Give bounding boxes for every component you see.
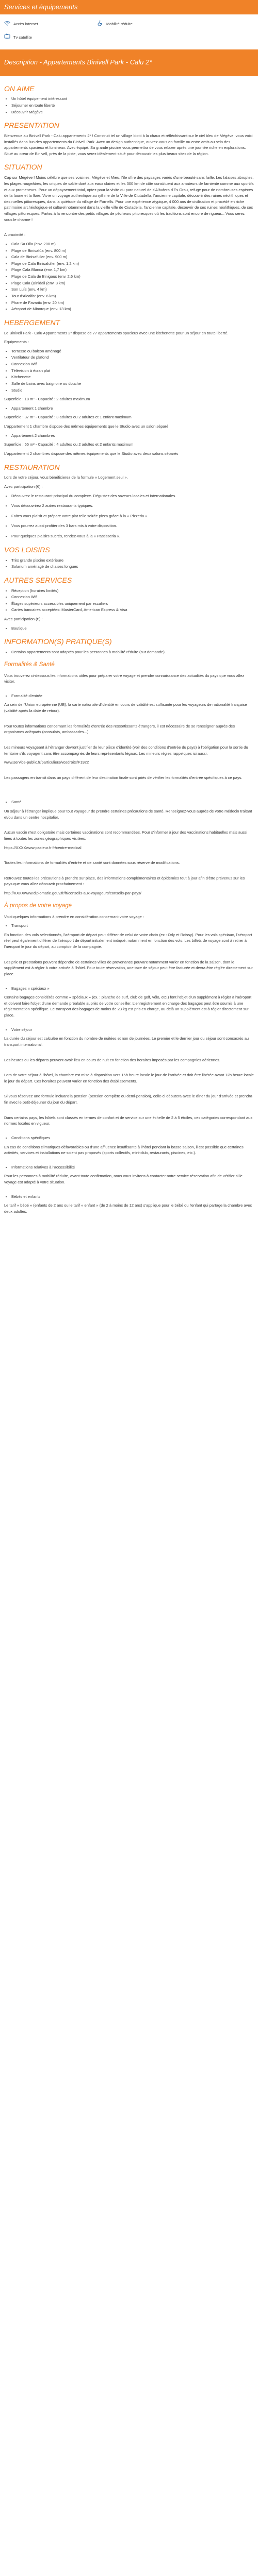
service-item-internet [4, 18, 97, 31]
restauration-list [4, 493, 254, 539]
autres-services-title: AUTRES SERVICES [4, 575, 72, 584]
accessibilite-bullet: • Informations relatives à l'accessibilité [11, 1164, 254, 1171]
service-public-link[interactable]: www.service-public.fr/particuliers/vosdroits/F1922 [4, 760, 89, 765]
services-header: Services et équipements [0, 0, 258, 14]
situation-text: Cap sur Mégève ! Moins célèbre que ses voisines, Mégève et Mieu, l'île offre des paysages variés d'une beauté sans faille. Les falaises abruptes, les plages rougeâtres, les criques de sable doré aux eaux claires et les 300 km de côte constituent aux amateurs de farniente comme aux sportifs et aux promeneurs. Pour un dépaysement total, optez pour la visite du parc naturel de s'Albufera d'Es Grau, refuge pour de nombreuses espèces de la faune et la flore. Vivre un voyage authentique au rythme de la Ville de Ciutadella, l'ancienne capitale, découvrir des ruines néolithiques et des ruelles pittoresques, dans la quiétude du village de Fornells. Pour une expérience atypique, 4 000 ans de civilisation et procédé en riche patrimoine archéologique et culturel notamment dans la vieille ville de Ciutadella, l'ancienne capitale, découvrir de ses ruines néolithiques, de ses villages pittoresques. Partez à la rencontre des petits villages de pêcheurs pittoresques où les traditions sont encore de rigueur... Vous serez sous le charme ! [4, 175, 254, 222]
loisirs-title: VOS LOISIRS [4, 545, 50, 554]
service-label: Mobilité réduite [106, 22, 133, 27]
apropos-title: À propos de votre voyage [4, 902, 72, 909]
bagages-bullet-list [4, 986, 254, 992]
list-item: • Télévision à écran plat [11, 368, 254, 374]
apt2-text: Superficie : 55 m² - Capacité : 4 adultes ou 2 adultes et 2 enfants maximum [4, 442, 134, 447]
tv-icon [4, 33, 10, 42]
on-aime-title: ON AIME [4, 84, 35, 93]
conditions-bullet-list [4, 1135, 254, 1141]
formalites-bullet: • Formalité d'entrée [11, 693, 254, 699]
transport-bullet-list [4, 923, 254, 929]
services-panel [0, 14, 258, 49]
apropos-paragraph: La durée du séjour est calculée en fonction du nombre de nuitées et non de journées. Le premier et le dernier jour du séjour sont consacrés au transport international. [4, 1036, 249, 1047]
list-item: • Boutique [11, 625, 254, 632]
description-title: Description - Appartements Binivell Park - Calu 2* [4, 58, 152, 66]
apt2-title: • Appartement 2 chambres [11, 433, 254, 439]
list-item: • Cala de Binisafuller (env. 900 m) [11, 254, 254, 260]
apt2-list [4, 433, 254, 439]
accessibilite-bullet-list [4, 1164, 254, 1171]
list-item: • Cartes bancaires acceptées: MasterCard, American Express & Visa [11, 607, 254, 613]
sante-bullet-list [4, 799, 254, 805]
proximity-intro: A proximité : [4, 232, 26, 238]
list-item: • Plage Cala Blanca (env. 1,7 km) [11, 267, 254, 273]
apropos-paragraph: Certains bagages considérés comme « spéciaux » (ex. : planche de surf, club de golf, vélo, etc.) font l'objet d'un supplément à régler à l'aéroport et doivent faire l'objet d'une demande préalable auprès de votre conseiller. L'enregistrement en charge des bagages peut être soumis à une réglementation spécifique. Le transport des bagages de moins de 23 kg est pris en charge, au-delà un supplément est à régler directement sur place. [4, 995, 252, 1018]
formalites-paragraph: Pour toutes informations concernant les formalités d'entrée des ressortissants étrangers, il est nécessaire de se renseigner auprès des organismes adéquats (consulats, ambassades...). [4, 723, 235, 735]
list-item: • Terrasse ou balcon aménagé [11, 348, 254, 354]
list-item: • Connexion Wifi [11, 594, 254, 600]
apt1-desc: L'appartement 1 chambre dispose des mêmes équipements que le Studio avec un salon séparé [4, 424, 169, 429]
list-item: • Son Luís (env. 4 km) [11, 286, 254, 293]
formalites-paragraph: Au sein de l'Union européenne (UE), la carte nationale d'identité en cours de validité est suffisante pour les voyageurs de nationalité française (validité après la date de retour). [4, 702, 247, 714]
list-item: • Certains appartements sont adaptés pour les personnes à mobilité réduite (sur demande). [11, 649, 254, 655]
list-item: • Tour d'Alcalfar (env. 6 km) [11, 293, 254, 299]
services-row [4, 18, 254, 31]
list-item: • Réception (horaires limités) [11, 588, 254, 594]
service-label: Tv satellite [13, 35, 32, 40]
list-item: • Salle de bains avec baignoire ou douche [11, 381, 254, 387]
list-item: • Connexion Wifi [11, 361, 254, 367]
wheelchair-icon [97, 20, 103, 28]
apropos-paragraph: Lors de votre séjour à l'hôtel, la chambre est mise à disposition vers 15h heure locale le jour de l'arrivée et doit être libérée avant 12h heure locale le jour du départ. Ces horaires peuvent varier en fonction des établissements. [4, 1073, 254, 1083]
list-item: • Faites vous plaisir et prépare votre plat telle soirée pizza grâce à la « Pizzeria ». [11, 513, 254, 519]
studio-text: Superficie : 18 m² - Capacité : 2 adultes maximum [4, 397, 90, 402]
description-header [0, 49, 258, 76]
sante-paragraph: Aucun vaccin n'est obligatoire mais certaines vaccinations sont recommandées. Pour s'informer à jour des vaccinations habituelles mais aussi liées à toutes les zones géographiques visitées. [4, 830, 248, 841]
proximity-list [4, 241, 254, 312]
list-item: • Cala Sa Olla (env. 200 m) [11, 241, 254, 247]
list-item: • Vous découvrirez 2 autres restaurants typiques. [11, 503, 254, 509]
sante-paragraph: Toutes les informations de formalités d'entrée et de santé sont données sous réserve de modifications. [4, 860, 180, 866]
description-content [0, 76, 258, 1239]
autres-list [4, 588, 254, 614]
sante-paragraph: Un séjour à l'étranger implique pour tout voyageur de prendre certaines précautions de santé. Renseignez-vous auprès de votre médecin traitant et/ou dans un centre hospitalier. [4, 809, 252, 820]
list-item: • Étages supérieurs accessibles uniquement par escaliers [11, 601, 254, 607]
pasteur-link[interactable]: https://XXXXwww.pasteur.fr fr/centre-medical [4, 845, 82, 850]
list-item: • Vous pourrez aussi profiter des 3 bars mis à votre disposition. [11, 523, 254, 529]
list-item: • Plage de Binisafúa (env. 800 m) [11, 248, 254, 254]
apropos-paragraph: En cas de conditions climatiques défavorables ou d'une affluence insuffisante à l'hôtel pendant la basse saison, il est possible que certaines activités, services et installations ne soient pas proposés (sports collectifs, mini-club, restaurants, piscines, etc.). [4, 1144, 244, 1156]
hebergement-intro: Le Binivell Park - Calu Appartements 2* dispose de 77 appartements spacieux avec une kitchenette pour un séjour en toute liberté. [4, 330, 229, 335]
apropos-paragraph: Le tarif « bébé » (enfants de 2 ans ou le tarif « enfant » (de 2 à moins de 12 ans) s'applique pour le bébé ou l'enfant qui partage la chambre avec deux adultes. [4, 1203, 252, 1214]
bebes-bullet: • Bébés et enfants [11, 1194, 254, 1200]
services-row [4, 31, 254, 44]
apropos-paragraph: Les prix et prestations peuvent dépendre de certaines villes de provenance pouvant notamment varier en fonction de la saison, dont le supplément est à régler à votre arrivée à l'hôtel. Pour toute réservation, une taxe de séjour peut être facturée et devra être réglée directement sur place. [4, 959, 253, 976]
equipment-intro: Equipements : [4, 340, 29, 345]
list-item: • Pour quelques plaisirs sucrés, rendez-vous à la « Pastisseria ». [11, 533, 254, 539]
service-item-mobility [97, 18, 190, 31]
situation-title: SITUATION [4, 163, 42, 172]
restauration-partic: Avec participation (€) : [4, 484, 43, 489]
on-aime-list [4, 96, 254, 115]
list-item: • Plage de Cala de Binigaus (env. 2,6 km) [11, 274, 254, 280]
apropos-intro: Voici quelques informations à prendre en considération concernant votre voyage : [4, 914, 144, 919]
sante-paragraph: Retrouvez toutes les précautions à prendre sur place, des informations complémentaires et épidémies tout à jour afin d'être prévenus sur les pays que vous allez découvrir prochainement : [4, 875, 245, 887]
list-item: • Un hôtel équipement intéressant [11, 96, 254, 102]
apropos-paragraph: Pour les personnes à mobilité réduite, avant toute confirmation, nous vous invitons à contacter notre service réservation afin de vérifier si le voyage est adapté à votre situation. [4, 1174, 243, 1184]
apropos-paragraph: En fonction des vols sélectionnés, l'aéroport de départ peut différer de celui de votre choix (ex : Orly et Roissy). Pour les vols spéciaux, l'aéroport réel peut également différer de l'aéroport de départ initialement indiqué, notamment en fonction des vols. Les billets de voyage sont à retirer à l'aéroport le jour du départ, au comptoir de la compagnie. [4, 932, 252, 949]
list-item: • Ventilateur de plafond [11, 354, 254, 361]
apt2-desc: L'appartement 2 chambres dispose des mêmes équipements que le Studio avec deux salons séparés [4, 451, 179, 456]
presentation-text: Bienvenue au Binivell Park - Calu appartements 2* ! Construit tel un village blotti à la chaux et réfléchissant sur le ciel bleu de Mégève, vous voici installés dans l'un des appartements du Binivell Park. Avec un design authentique, ouvrez-vous en famille ou entre amis au sein des appartements spacieux et lumineux. Avec équipé. Sa grande piscine vous permettra de vous relaxer après une journée riche en explorations. Situé au cœur de Binivell, près de la piste, vous serez idéalement situé pour découvrir les plus beaux sites de la région. [4, 133, 253, 156]
sejour-bullet-list [4, 1027, 254, 1033]
diplomatie-link[interactable]: http://XXXXwww.diplomatie.gouv.fr/fr/conseils-aux-voyageurs/conseils-par-pays/ [4, 891, 141, 896]
infos-title: INFORMATION(S) PRATIQUE(S) [4, 637, 112, 646]
service-label: Accès internet [13, 22, 38, 27]
list-item: • Phare de Favaritx (env. 20 km) [11, 300, 254, 306]
transport-bullet: • Transport [11, 923, 254, 929]
sante-bullet: • Santé [11, 799, 254, 805]
sejour-bullet: • Votre séjour [11, 1027, 254, 1033]
formalites-bullet-list [4, 693, 254, 699]
formalites-intro: Vous trouverez ci-dessous les informations utiles pour préparer votre voyage et prendre connaissance des actualités du pays que vous allez visiter. [4, 673, 245, 684]
apropos-paragraph: Les heures ou les départs peuvent avoir lieu en cours de nuit en fonction des horaires imposés par les compagnies aériennes. [4, 1057, 221, 1062]
list-item: • Découvrir Mégève [11, 109, 254, 115]
list-item: • Kitchenette [11, 374, 254, 380]
list-item: • Plage de Cala Binisafuller (env. 1,2 km) [11, 261, 254, 267]
loisirs-list [4, 557, 254, 570]
service-item-tv [4, 31, 97, 44]
list-item: • Très grande piscine extérieure [11, 557, 254, 564]
autres-partic-list [4, 625, 254, 632]
bagages-bullet: • Bagages « spéciaux » [11, 986, 254, 992]
bebes-bullet-list [4, 1194, 254, 1200]
restauration-intro: Lors de votre séjour, vous bénéficierez de la formule « Logement seul ». [4, 475, 128, 480]
apt1-list [4, 405, 254, 412]
list-item: • Studio [11, 387, 254, 394]
hebergement-title: HEBERGEMENT [4, 318, 60, 327]
apt1-title: • Appartement 1 chambre [11, 405, 254, 412]
wifi-icon [4, 20, 10, 28]
list-item: • Séjourner en toute liberté [11, 103, 254, 109]
formalites-title: Formalités & Santé [4, 661, 55, 668]
equipment-list [4, 348, 254, 393]
page [0, 0, 258, 1239]
apt1-text: Superficie : 37 m² - Capacité : 3 adultes ou 2 adultes et 1 enfant maximum [4, 415, 132, 420]
formalites-paragraph: Les passagers en transit dans un pays différent de leur destination finale sont priés de vérifier les formalités d'entrée spécifiques à ce pays. [4, 775, 243, 780]
restauration-title: RESTAURATION [4, 463, 60, 471]
autres-partic: Avec participation (€) : [4, 617, 43, 622]
infos-list [4, 649, 254, 655]
presentation-title: PRESENTATION [4, 121, 59, 130]
list-item: • Aéroport de Minorque (env. 13 km) [11, 306, 254, 312]
formalites-paragraph: Les mineurs voyageant à l'étranger devront justifier de leur pièce d'identité (voir des conditions d'entrée du pays) à l'obligation pour la sortie du territoire s'ils voyagent sans être accompagnés de leurs représentants légaux. Les mineurs régies rappelques ici aussi. [4, 744, 248, 756]
conditions-bullet: • Conditions spécifiques [11, 1135, 254, 1141]
list-item: • Découvrez le restaurant principal du complexe. Dégustez des saveurs locales et internationales. [11, 493, 254, 499]
apropos-paragraph: Dans certains pays, les hôtels sont classés en termes de confort et de service sur une échelle de 2 à 5 étoiles, ces catégories correspondant aux normes locales en vigueur. [4, 1115, 253, 1126]
list-item: • Solarium aménagé de chaises longues [11, 564, 254, 570]
apropos-paragraph: Si vous réservez une formule incluant la pension (pension complète ou demi-pension), celle-ci débutera avec le dîner du jour d'arrivée et prendra fin avec le petit-déjeuner du jour du départ. [4, 1094, 252, 1105]
list-item: • Plage Cala (Binidali (env. 3 km) [11, 280, 254, 286]
